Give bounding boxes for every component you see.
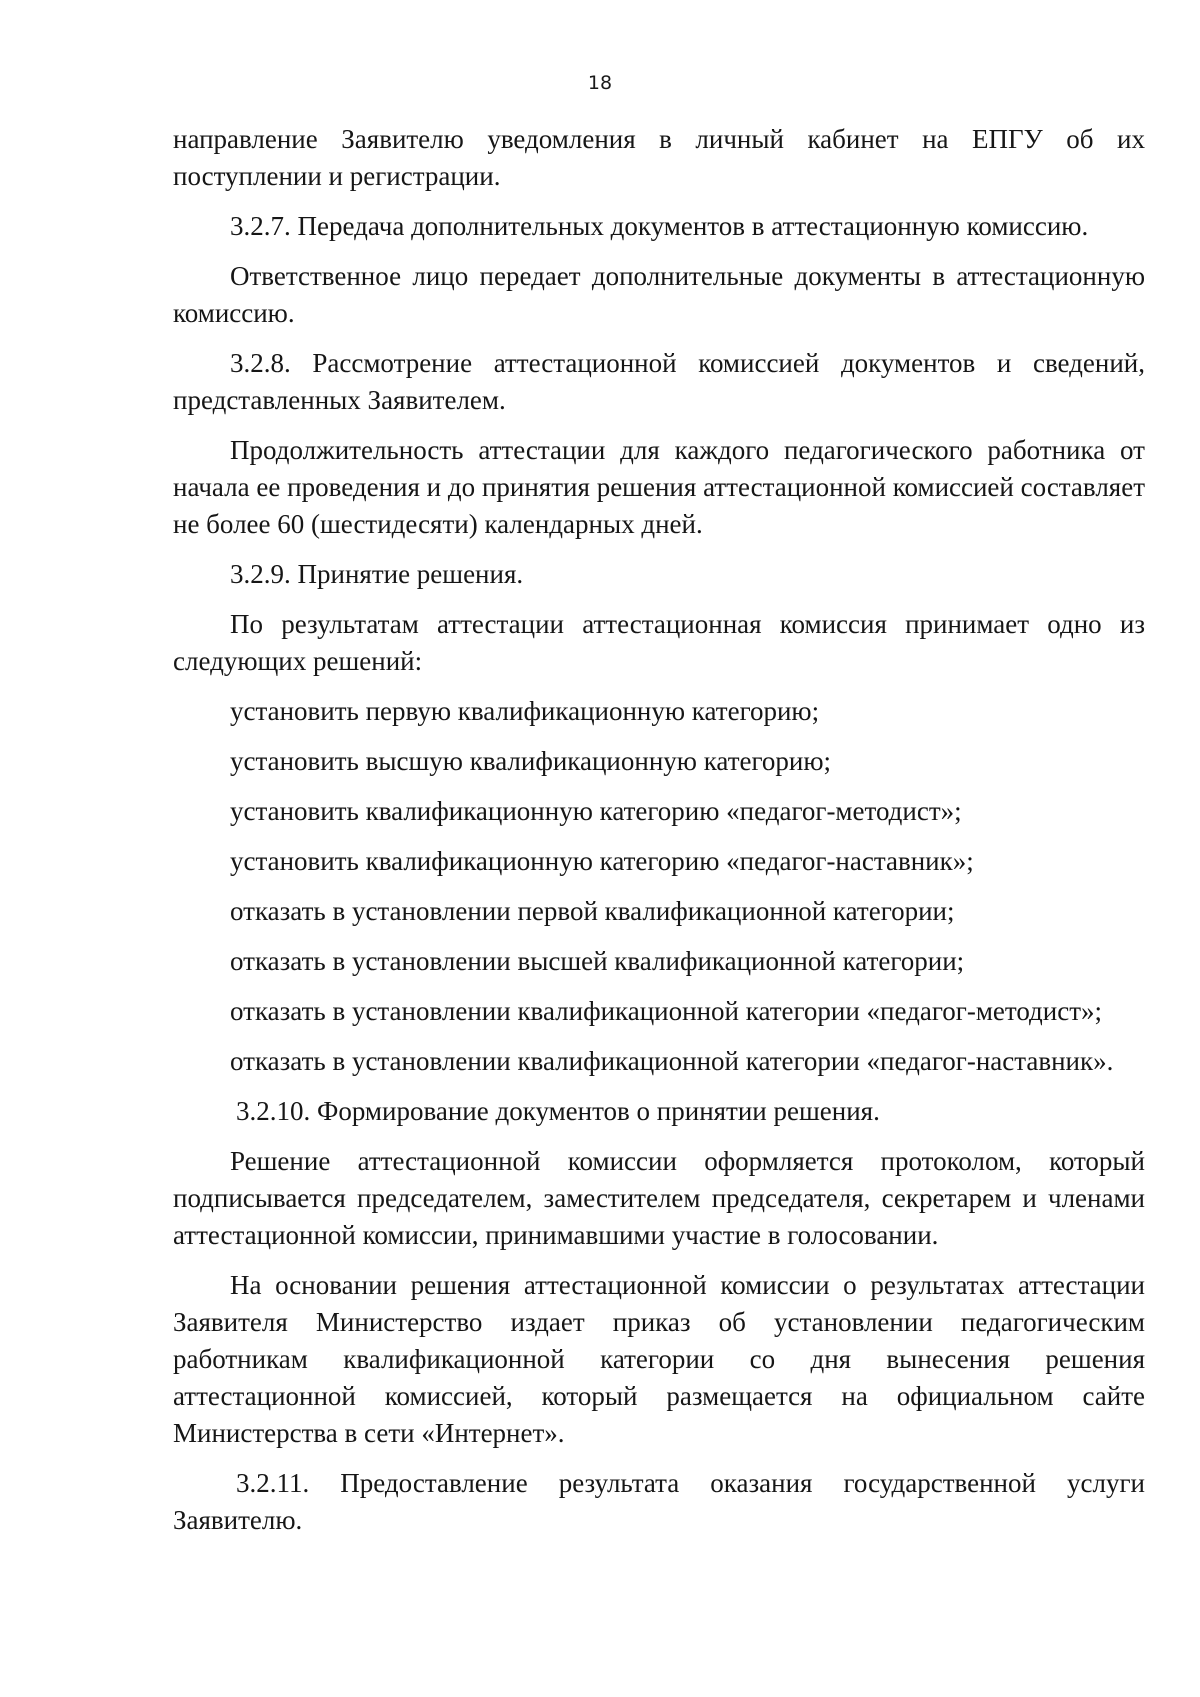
decision-list-item: установить квалификационную категорию «педагог-наставник»; <box>230 846 974 876</box>
decision-list-item: отказать в установлении высшей квалификационной категории; <box>230 946 965 976</box>
section-heading-3-2-9: 3.2.9. Принятие решения. <box>230 559 524 589</box>
paragraph-continuation: направление Заявителю уведомления в личный кабинет на ЕПГУ об их поступлении и регистрации. <box>173 124 1145 191</box>
section-heading-3-2-11: 3.2.11. Предоставление результата оказания государственной услуги Заявителю. <box>173 1468 1145 1535</box>
paragraph: Решение аттестационной комиссии оформляется протоколом, который подписывается председателем, заместителем председателя, секретарем и членами аттестационной комиссии, принимавшими участие в голосовании. <box>173 1146 1145 1250</box>
section-heading-3-2-10: 3.2.10. Формирование документов о принятии решения. <box>236 1096 880 1126</box>
document-body <box>173 121 1145 1552</box>
page-number: 18 <box>587 72 613 94</box>
decision-list-item: установить высшую квалификационную категорию; <box>230 746 832 776</box>
decision-list-item: установить первую квалификационную категорию; <box>230 696 820 726</box>
decision-list-item: отказать в установлении квалификационной категории «педагог-наставник». <box>230 1046 1114 1076</box>
paragraph: По результатам аттестации аттестационная комиссия принимает одно из следующих решений: <box>173 609 1145 676</box>
decision-list-item: отказать в установлении квалификационной категории «педагог-методист»; <box>230 996 1103 1026</box>
paragraph: На основании решения аттестационной комиссии о результатах аттестации Заявителя Министерство издает приказ об установлении педагогическим работникам квалификационной категории со дня вынесения решения аттестационной комиссией, который размещается на официальном сайте Министерства в сети «Интернет». <box>173 1270 1145 1448</box>
decision-list-item: установить квалификационную категорию «педагог-методист»; <box>230 796 962 826</box>
decision-list-item: отказать в установлении первой квалификационной категории; <box>230 896 955 926</box>
paragraph: Продолжительность аттестации для каждого педагогического работника от начала ее проведения и до принятия решения аттестационной комиссией составляет не более 60 (шестидесяти) календарных дней. <box>173 435 1145 539</box>
section-heading-3-2-7: 3.2.7. Передача дополнительных документов в аттестационную комиссию. <box>230 211 1089 241</box>
section-heading-3-2-8: 3.2.8. Рассмотрение аттестационной комиссией документов и сведений, представленных Заявителем. <box>173 348 1145 415</box>
paragraph: Ответственное лицо передает дополнительные документы в аттестационную комиссию. <box>173 261 1145 328</box>
